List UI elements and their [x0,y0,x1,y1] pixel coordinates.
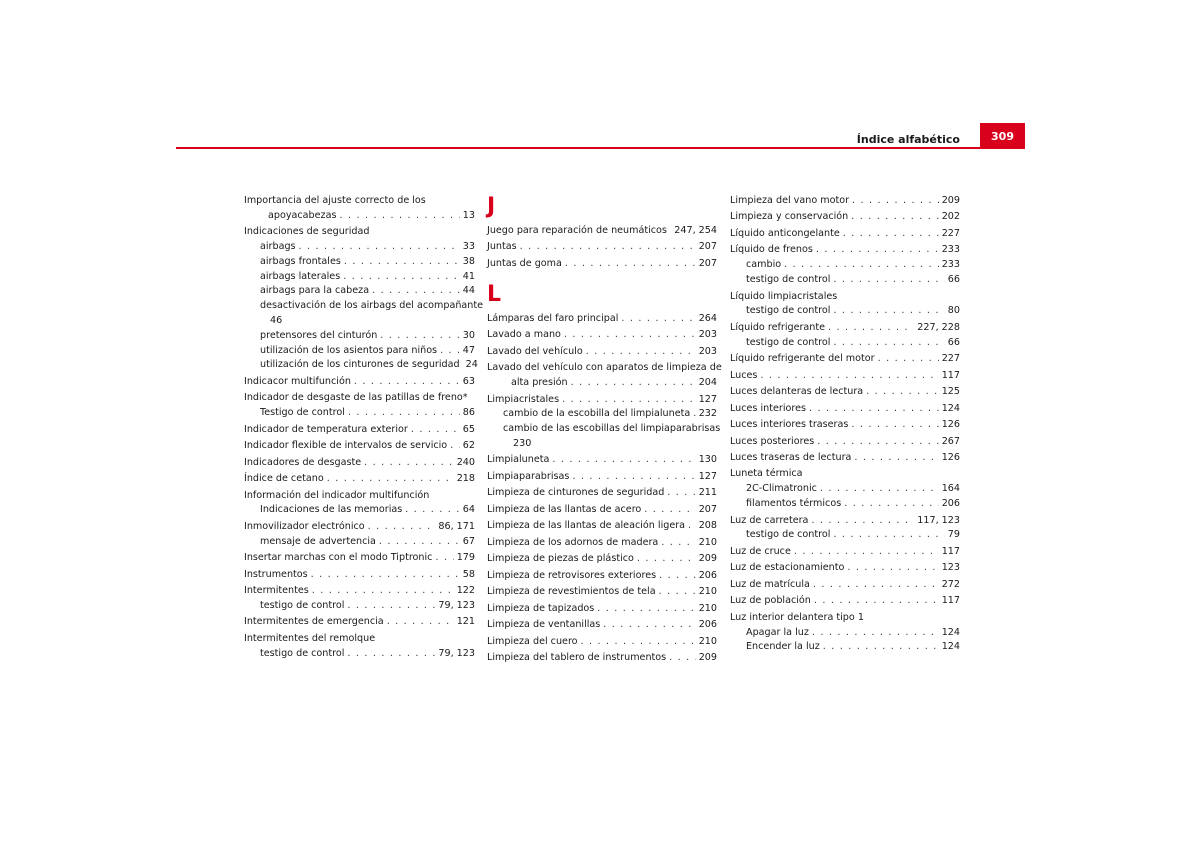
index-entry: Lavado del vehículo con aparatos de limpieza de [487,362,722,374]
index-entry: Testigo de control . . . 86 [244,406,475,421]
index-entry: Luz de matrícula . . . 272 [730,578,960,593]
header-rule [176,147,1025,149]
index-entry: Líquido de frenos . . . 233 [730,243,960,258]
index-entry: airbags para la cabeza . . . 44 [244,284,475,299]
index-entry: cambio de las escobillas del limpiaparabrisas [503,423,721,435]
index-entry: airbags frontales . . . 38 [244,255,475,270]
index-entry: Indicador de desgaste de las patillas de freno* [244,392,468,404]
index-entry: Líquido refrigerante del motor . . . 227 [730,352,960,367]
index-entry: testigo de control . . . 66 [730,273,960,288]
index-entry: Limpiaparabrisas . . . 127 [487,470,717,485]
index-entry: testigo de control . . . 79, 123 [244,599,475,614]
index-entry: Limpieza del cuero . . . 210 [487,635,717,650]
index-entry: Indicadores de desgaste . . . 240 [244,456,475,471]
index-entry: desactivación de los airbags del acompañante [260,300,484,312]
index-entry: Luneta térmica [730,468,803,480]
index-column-1 [244,194,484,662]
index-entry: Limpieza de retrovisores exteriores . . . 206 [487,569,717,584]
index-entry: Luz interior delantera tipo 1 [730,611,864,623]
index-entry: airbags laterales . . . 41 [244,270,475,285]
index-entry: Limpieza de las llantas de aleación ligera . . . 208 [487,519,717,534]
index-entry: alta presión . . . 204 [487,376,717,391]
index-entry: utilización de los asientos para niños . . . 47 [244,344,475,359]
index-entry: Limpieza de piezas de plástico . . . 209 [487,552,717,567]
index-entry: Indicaciones de seguridad [244,226,370,238]
index-entry: Juego para reparación de neumáticos . . . 247, 254 [487,224,717,239]
index-entry: Intermitentes del remolque [244,632,376,644]
index-entry: Limpieza y conservación . . . 202 [730,210,960,225]
index-entry: Líquido refrigerante . . . 227, 228 [730,321,960,336]
index-entry: testigo de control . . . 79, 123 [244,647,475,662]
index-entry: Líquido limpiacristales [730,290,838,302]
index-entry: cambio de la escobilla del limpialuneta . . . 232 [487,407,717,422]
index-entry: Lámparas del faro principal . . . 264 [487,312,717,327]
index-entry: Limpieza de revestimientos de tela . . . 210 [487,585,717,600]
index-entry: Información del indicador multifunción [244,489,430,501]
index-entry: Índice de cetano . . . 218 [244,472,475,487]
index-entry: Indicador de temperatura exterior . . . 65 [244,423,475,438]
index-entry: apoyacabezas . . . 13 [244,209,475,224]
index-entry: Intermitentes . . . 122 [244,584,475,599]
index-entry: Luces posteriores . . . 267 [730,435,960,450]
index-entry: Instrumentos . . . 58 [244,568,475,583]
index-entry-page: 46 [270,315,283,327]
index-entry: Limpieza de las llantas de acero . . . 207 [487,503,717,518]
index-entry: Lavado del vehículo . . . 203 [487,345,717,360]
index-entry: testigo de control . . . 66 [730,336,960,351]
index-entry: Limpiacristales . . . 127 [487,393,717,408]
index-entry: Encender la luz . . . 124 [730,640,960,655]
index-entry: Luz de estacionamiento . . . 123 [730,561,960,576]
index-entry: Importancia del ajuste correcto de los [244,195,426,206]
index-entry: Juntas de goma . . . 207 [487,257,717,272]
index-entry: cambio . . . 233 [730,258,960,273]
index-entry: Insertar marchas con el modo Tiptronic . . . 179 [244,551,475,566]
index-entry: Líquido anticongelante . . . 227 [730,227,960,242]
index-entry: 2C-Climatronic . . . 164 [730,482,960,497]
index-entry: Limpieza de cinturones de seguridad . . . 211 [487,486,717,501]
index-entry: airbags . . . 33 [244,240,475,255]
index-entry: testigo de control . . . 79 [730,528,960,543]
index-entry: pretensores del cinturón . . . 30 [244,329,475,344]
index-entry: Limpieza de ventanillas . . . 206 [487,618,717,633]
index-entry: Limpieza del vano motor . . . 209 [730,194,960,209]
index-entry: Inmovilizador electrónico . . . 86, 171 [244,520,475,535]
index-entry: Limpialuneta . . . 130 [487,453,717,468]
index-entry: Luces interiores traseras . . . 126 [730,418,960,433]
page-number-badge: 309 [980,123,1025,149]
index-entry: Luz de población . . . 117 [730,594,960,609]
index-entry: Luces . . . 117 [730,369,960,384]
index-column-3 [730,194,960,655]
index-entry: Luz de carretera . . . 117, 123 [730,514,960,529]
index-entry: Indicaciones de las memorias . . . 64 [244,503,475,518]
page-header-title: Índice alfabético [856,133,960,146]
index-entry: Apagar la luz . . . 124 [730,626,960,641]
index-entry: Limpieza de tapizados . . . 210 [487,602,717,617]
section-letter-j: J [487,194,496,219]
section-letter-l: L [487,281,502,307]
index-entry: Luces delanteras de lectura . . . 125 [730,385,960,400]
index-entry: Indicador flexible de intervalos de servicio . . . 62 [244,439,475,454]
index-entry: filamentos térmicos . . . 206 [730,497,960,512]
index-column-2 [487,194,722,666]
index-entry: Indicacor multifunción . . . 63 [244,375,475,390]
index-entry: Limpieza de los adornos de madera . . . 210 [487,536,717,551]
index-entry: Juntas . . . 207 [487,240,717,255]
index-entry: Limpieza del tablero de instrumentos . . . 209 [487,651,717,666]
index-entry: testigo de control . . . 80 [730,304,960,319]
index-entry: mensaje de advertencia . . . 67 [244,535,475,550]
index-entry: Lavado a mano . . . 203 [487,328,717,343]
index-entry: Luces traseras de lectura . . . 126 [730,451,960,466]
index-entry: Luz de cruce . . . 117 [730,545,960,560]
index-entry: Luces interiores . . . 124 [730,402,960,417]
index-entry-page: 230 [513,437,532,449]
index-entry: Intermitentes de emergencia . . . 121 [244,615,475,630]
index-entry: utilización de los cinturones de seguridad 24 [260,359,478,371]
